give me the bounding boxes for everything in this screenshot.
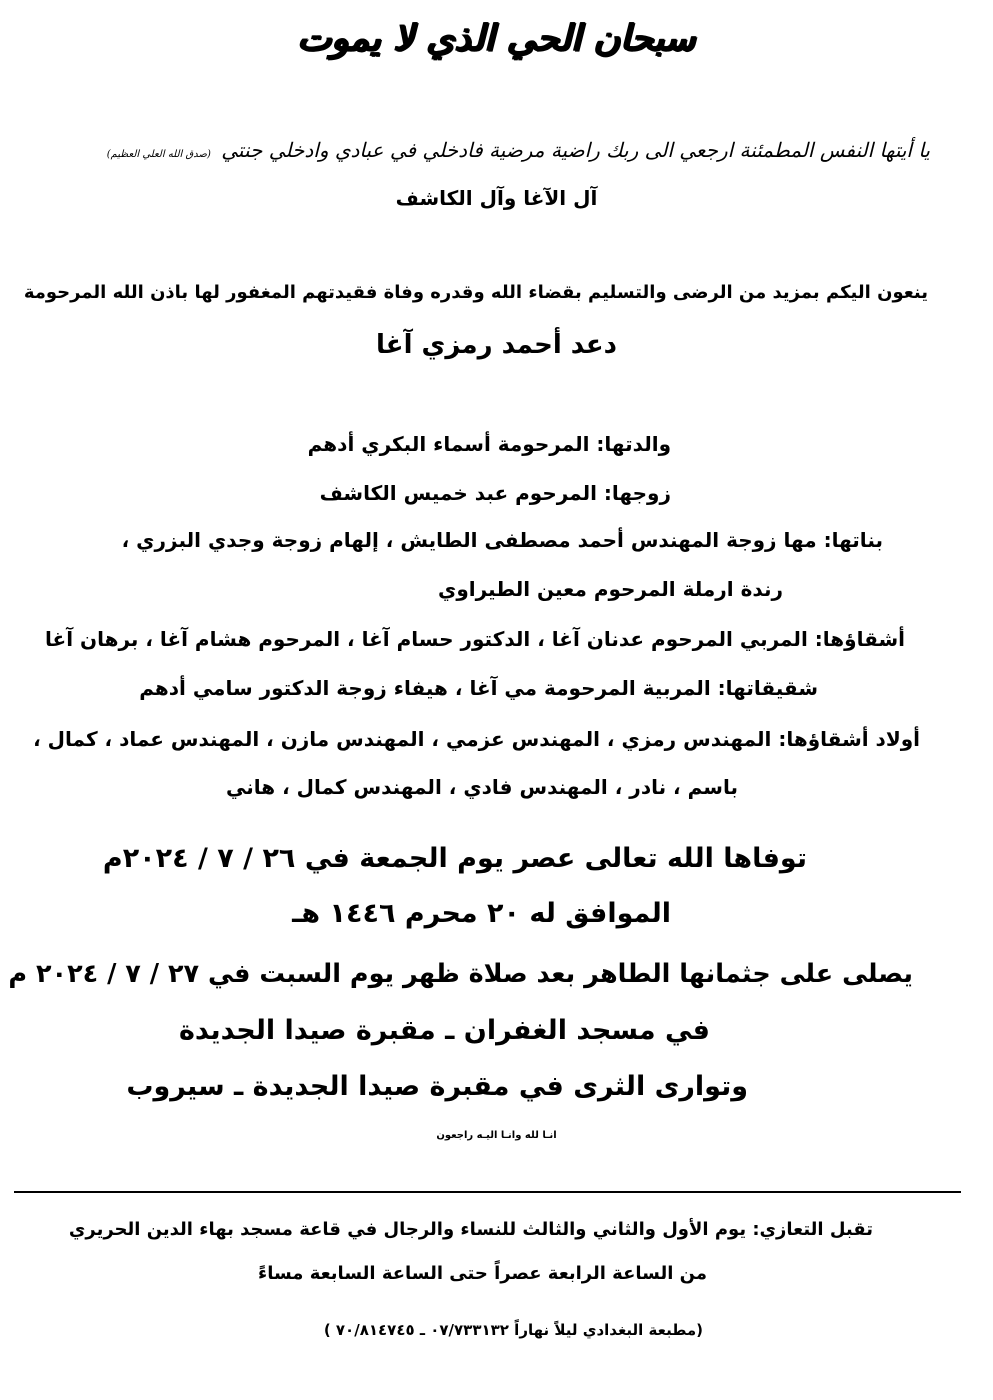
hijri-date: الموافق له ٢٠ محرم ١٤٤٦ هـ: [292, 898, 671, 929]
condolences-line-1: تقبل التعازي: يوم الأول والثاني والثالث للنساء والرجال في قاعة مسجد بهاء الدين الحريري: [68, 1219, 873, 1240]
quran-verse: [107, 138, 930, 162]
relative-nephews-continued: باسم ، نادر ، المهندس فادي ، المهندس كمال ، هاني: [226, 775, 738, 799]
deceased-name: دعد أحمد رمزي آغا: [376, 330, 617, 360]
verse-text: يا أيتها النفس المطمئنة ارجعي الى ربك راضية مرضية فادخلي في عبادي وادخلي جنتي: [221, 138, 930, 162]
condolences-line-2: من الساعة الرابعة عصراً حتى الساعة السابعة مساءً: [258, 1263, 707, 1284]
calligraphy-header: سبحان الحي الذي لا يموت: [297, 17, 696, 59]
relative-sisters: شقيقاتها: المربية المرحومة مي آغا ، هيفاء زوجة الدكتور سامي أدهم: [139, 676, 818, 700]
divider-line: [14, 1191, 961, 1193]
death-date: توفاها الله تعالى عصر يوم الجمعة في ٢٦ / ٧ / ٢٠٢٤م: [102, 843, 807, 874]
relative-nephews: أولاد أشقاؤها: المهندس رمزي ، المهندس عزمي ، المهندس مازن ، المهندس عماد ، كمال ،: [33, 727, 920, 751]
relative-daughters: بناتها: مها زوجة المهندس أحمد مصطفى الطايش ، إلهام زوجة وجدي البزري ،: [121, 528, 883, 552]
family-names-title: آل الآغا وآل الكاشف: [395, 186, 598, 210]
relative-mother: والدتها: المرحومة أسماء البكري أدهم: [307, 432, 671, 456]
mosque-location: في مسجد الغفران ـ مقبرة صيدا الجديدة: [178, 1015, 710, 1046]
printer-credit: (مطبعة البغدادي ليلاً نهاراً ٠٧/٧٣٣١٣٢ ـ ٧٠/٨١٤٧٤٥ ): [323, 1321, 703, 1339]
relative-husband: زوجها: المرحوم عبد خميس الكاشف: [319, 481, 671, 505]
burial-location: وتوارى الثرى في مقبرة صيدا الجديدة ـ سيروب: [126, 1071, 748, 1102]
announcement-text: ينعون اليكم بمزيد من الرضى والتسليم بقضاء الله وقدره وفاة فقيدتهم المغفور لها باذن الله المرحومة: [23, 282, 928, 303]
relative-daughters-continued: رندة ارملة المرحوم معين الطيراوي: [437, 577, 783, 601]
funeral-prayer: يصلى على جثمانها الطاهر بعد صلاة ظهر يوم السبت في ٢٧ / ٧ / ٢٠٢٤ م: [8, 959, 913, 989]
inna-lillah-phrase: انـا لله وانـا اليـه راجعون: [436, 1130, 557, 1141]
verse-reference: (صدق الله العلي العظيم): [106, 149, 211, 160]
relative-brothers: أشقاؤها: المربي المرحوم عدنان آغا ، الدكتور حسام آغا ، المرحوم هشام آغا ، برهان آغا: [45, 627, 905, 651]
